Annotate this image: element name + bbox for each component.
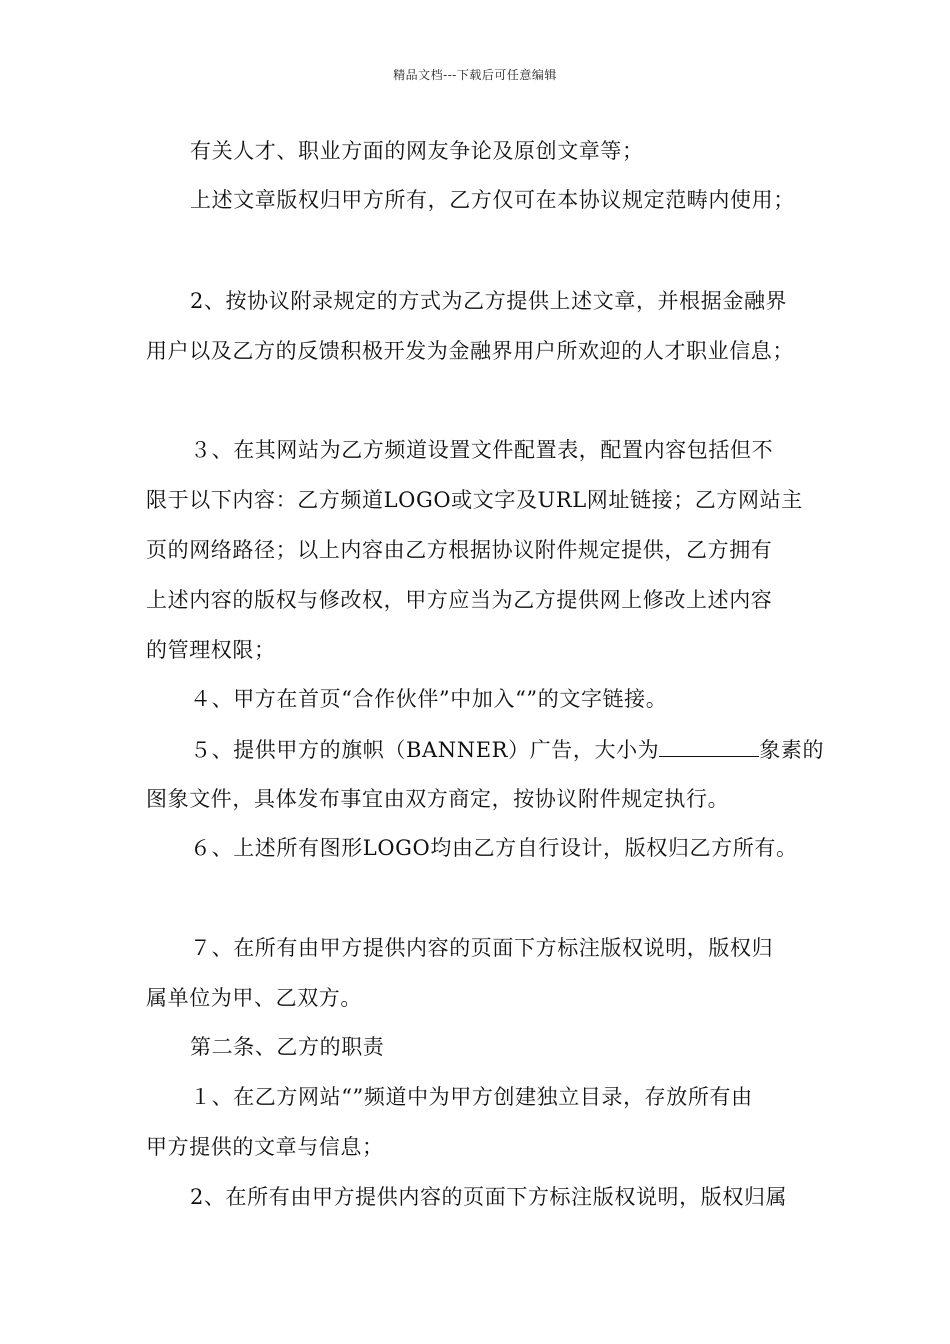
paragraph-line: １、在乙方网站“”频道中为甲方创建独立目录，存放所有由 — [190, 1085, 753, 1109]
section-heading: 第二条、乙方的职责 — [190, 1035, 385, 1059]
paragraph-line: 甲方提供的文章与信息； — [146, 1135, 384, 1159]
paragraph-line: 上述内容的版权与修改权，甲方应当为乙方提供网上修改上述内容 — [146, 588, 773, 612]
paragraph-line — [190, 736, 824, 763]
paragraph-line: 用户以及乙方的反馈积极开发为金融界用户所欢迎的人才职业信息； — [146, 339, 794, 363]
paragraph-line: 的管理权限； — [146, 638, 276, 662]
paragraph-line: 限于以下内容：乙方频道LOGO或文字及URL网址链接；乙方网站主 — [146, 488, 803, 512]
banner-text-after: 象素的 — [759, 738, 825, 762]
paragraph-line: 2、按协议附录规定的方式为乙方提供上述文章，并根据金融界 — [190, 289, 788, 313]
paragraph-line: ７、在所有由甲方提供内容的页面下方标注版权说明，版权归 — [190, 936, 774, 960]
paragraph-line: 有关人才、职业方面的网友争论及原创文章等； — [190, 139, 644, 163]
paragraph-line: ４、甲方在首页“合作伙伴”中加入“”的文字链接。 — [190, 687, 668, 711]
paragraph-line: ３、在其网站为乙方频道设置文件配置表，配置内容包括但不 — [190, 438, 774, 462]
page-header: 精品文档---下载后可任意编辑 — [393, 68, 557, 82]
banner-text-before: ５、提供甲方的旗帜（BANNER）广告，大小为 — [190, 738, 660, 762]
paragraph-line: 2、在所有由甲方提供内容的页面下方标注版权说明，版权归属 — [190, 1185, 788, 1209]
paragraph-line: 属单位为甲、乙双方。 — [146, 986, 362, 1010]
banner-size-blank — [659, 736, 759, 757]
paragraph-line: ６、上述所有图形LOGO均由乙方自行设计，版权归乙方所有。 — [190, 836, 798, 860]
paragraph-line: 页的网络路径；以上内容由乙方根据协议附件规定提供，乙方拥有 — [146, 538, 773, 562]
paragraph-line: 图象文件，具体发布事宜由双方商定，按协议附件规定执行。 — [146, 787, 730, 811]
paragraph-line: 上述文章版权归甲方所有，乙方仅可在本协议规定范畴内使用； — [190, 188, 795, 212]
